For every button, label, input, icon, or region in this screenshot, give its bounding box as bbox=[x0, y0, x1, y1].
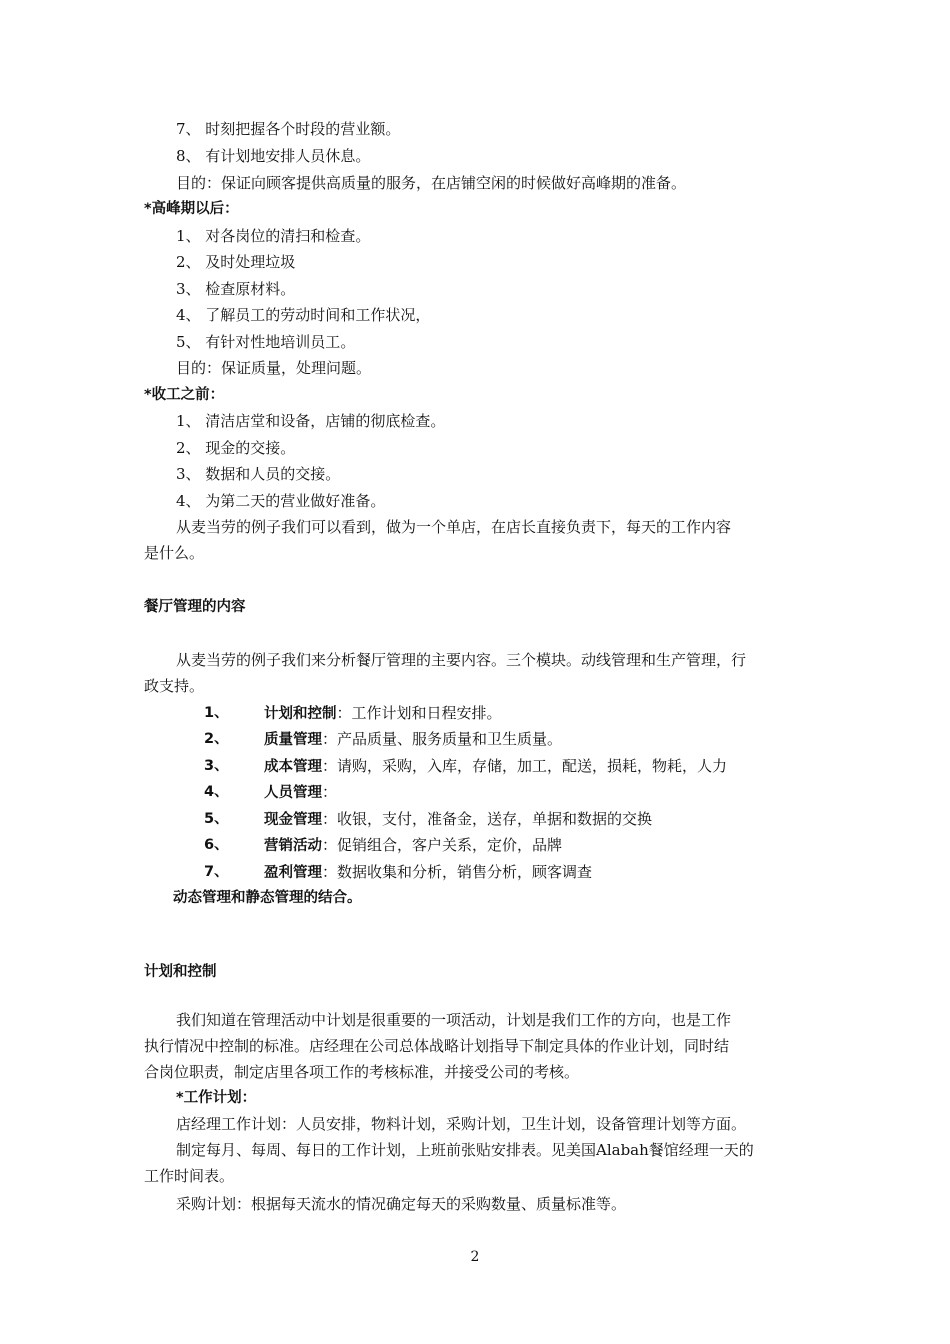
list-item: 1、 对各岗位的清扫和检查。 bbox=[176, 227, 371, 245]
module-label: 成本管理 bbox=[264, 759, 322, 775]
paragraph: 工作时间表。 bbox=[144, 1167, 235, 1185]
module-text: ：促销组合，客户关系，定价，品牌 bbox=[322, 836, 563, 854]
module-label: 营销活动 bbox=[264, 838, 322, 854]
list-item: 3、 检查原材料。 bbox=[176, 280, 296, 298]
page-number: 2 bbox=[470, 1249, 480, 1265]
module-text: ：工作计划和日程安排。 bbox=[336, 704, 502, 722]
paragraph: 政支持。 bbox=[144, 677, 205, 695]
paragraph: 目的：保证质量，处理问题。 bbox=[176, 359, 372, 377]
list-item: 5、 有针对性地培训员工。 bbox=[176, 333, 356, 351]
list-item: 8、 有计划地安排人员休息。 bbox=[176, 147, 371, 165]
subheading-peak-after: *高峰期以后： bbox=[144, 201, 239, 217]
module-label: 现金管理 bbox=[264, 812, 322, 828]
paragraph: 是什么。 bbox=[144, 544, 205, 562]
module-text: ： bbox=[322, 783, 338, 801]
module-number: 7、 bbox=[204, 864, 229, 880]
subheading-closing: *收工之前： bbox=[144, 387, 225, 403]
paragraph: 从麦当劳的例子我们可以看到，做为一个单店，在店长直接负责下，每天的工作内容 bbox=[176, 518, 732, 536]
module-number: 3、 bbox=[204, 758, 229, 774]
module-number: 6、 bbox=[204, 837, 229, 853]
module-item bbox=[264, 703, 502, 724]
paragraph: 执行情况中控制的标准。店经理在公司总体战略计划指导下制定具体的作业计划，同时结 bbox=[144, 1037, 730, 1055]
section-heading-plan: 计划和控制 bbox=[144, 964, 217, 980]
list-item: 4、 为第二天的营业做好准备。 bbox=[176, 492, 386, 510]
module-number: 1、 bbox=[204, 705, 229, 721]
module-text: ：数据收集和分析，销售分析，顾客调查 bbox=[322, 863, 593, 881]
module-number: 2、 bbox=[204, 731, 229, 747]
module-text: ：收银，支付，准备金，送存，单据和数据的交换 bbox=[322, 810, 653, 828]
section-heading-content: 餐厅管理的内容 bbox=[144, 599, 246, 615]
list-item: 2、 及时处理垃圾 bbox=[176, 253, 296, 271]
paragraph: 从麦当劳的例子我们来分析餐厅管理的主要内容。三个模块。动线管理和生产管理，行 bbox=[176, 651, 747, 669]
module-label: 人员管理 bbox=[264, 785, 322, 801]
module-item bbox=[264, 835, 562, 856]
module-item bbox=[264, 729, 562, 750]
subheading-dynamic-static: 动态管理和静态管理的结合。 bbox=[173, 890, 362, 906]
list-item: 4、 了解员工的劳动时间和工作状况， bbox=[176, 306, 431, 324]
list-item: 3、 数据和人员的交接。 bbox=[176, 465, 341, 483]
list-item: 7、 时刻把握各个时段的营业额。 bbox=[176, 120, 401, 138]
list-item: 2、 现金的交接。 bbox=[176, 439, 296, 457]
paragraph: 店经理工作计划：人员安排，物料计划，采购计划，卫生计划，设备管理计划等方面。 bbox=[176, 1115, 747, 1133]
module-label: 盈利管理 bbox=[264, 865, 322, 881]
module-text: ：产品质量、服务质量和卫生质量。 bbox=[322, 730, 563, 748]
module-text: ：请购，采购，入库，存储，加工，配送，损耗，物耗，人力 bbox=[322, 757, 728, 775]
module-item bbox=[264, 862, 592, 883]
module-item bbox=[264, 809, 652, 830]
module-label: 质量管理 bbox=[264, 732, 322, 748]
module-label: 计划和控制 bbox=[264, 706, 337, 722]
list-item: 1、 清洁店堂和设备，店铺的彻底检查。 bbox=[176, 412, 446, 430]
paragraph: 我们知道在管理活动中计划是很重要的一项活动，计划是我们工作的方向，也是工作 bbox=[176, 1011, 732, 1029]
module-item bbox=[264, 756, 727, 777]
module-number: 4、 bbox=[204, 784, 229, 800]
subheading-work-plan: *工作计划： bbox=[176, 1090, 257, 1106]
module-number: 5、 bbox=[204, 811, 229, 827]
module-item bbox=[264, 782, 337, 803]
paragraph: 目的：保证向顾客提供高质量的服务，在店铺空闲的时候做好高峰期的准备。 bbox=[176, 174, 687, 192]
paragraph: 制定每月、每周、每日的工作计划，上班前张贴安排表。见美国Alabah餐馆经理一天的 bbox=[176, 1141, 754, 1159]
paragraph: 合岗位职责，制定店里各项工作的考核标准，并接受公司的考核。 bbox=[144, 1063, 580, 1081]
paragraph: 采购计划：根据每天流水的情况确定每天的采购数量、质量标准等。 bbox=[176, 1195, 627, 1213]
